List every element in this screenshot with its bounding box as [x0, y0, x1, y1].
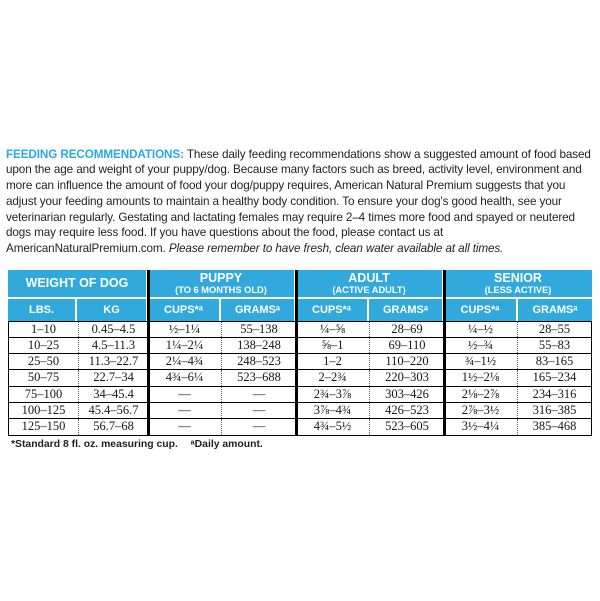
group-title: ADULT: [348, 271, 390, 285]
table-row: [9, 419, 591, 435]
table-cell: 22.7–34: [93, 370, 134, 385]
table-cell: 2⅞–3½: [444, 403, 518, 418]
group-header-puppy: [148, 270, 296, 321]
table-cell: 385–468: [532, 419, 577, 434]
table-cell: 2⅛–2⅞: [444, 387, 518, 402]
column-header-grams: GRAMSᵃ: [382, 304, 429, 316]
table-row: [9, 387, 591, 403]
column-header-cups: CUPS*ᵃ: [148, 299, 221, 321]
table-cell: —: [148, 419, 222, 435]
table-cell: 1½–2⅛: [444, 370, 518, 385]
subcolumn-headers: [444, 299, 592, 321]
table-cell: 50–75: [9, 370, 79, 385]
group-header-weight: [8, 270, 148, 321]
table-row: [9, 322, 591, 338]
group-title-block: [148, 270, 294, 299]
subcolumn-headers: [296, 299, 442, 321]
table-cell: 25–50: [9, 354, 79, 369]
table-cell: —: [148, 387, 222, 402]
table-row: [9, 370, 591, 386]
footnote-daily-amount: ᵃDaily amount.: [190, 439, 263, 450]
table-footnote: [11, 439, 263, 450]
table-header: [8, 270, 592, 321]
table-cell: 248–523: [237, 354, 281, 369]
table-cell: 56.7–68: [93, 419, 134, 434]
table-cell: 303–426: [385, 386, 429, 401]
group-divider-line: [443, 270, 446, 436]
table-cell: 4¾–6¼: [148, 370, 222, 385]
table-cell: 4¾–5½: [296, 419, 370, 435]
group-header-adult: [296, 270, 444, 321]
subcolumn-headers: [148, 299, 294, 321]
table-cell: 1–2: [296, 354, 370, 369]
column-header-grams: GRAMSᵃ: [234, 304, 281, 316]
column-header-cups: CUPS*ᵃ: [296, 299, 369, 321]
table-cell: 220–303: [385, 370, 429, 385]
table-cell: 523–605: [385, 419, 429, 434]
group-title-block: [296, 270, 442, 299]
intro-body: These daily feeding recommendations show a suggested amount of food based upon the age and weight of your puppy/dog. Because many factors such as breed, activity level, environment and more can influence the amount of food your dog/puppy requires, American Natural Premium suggests that you adjust your feeding amounts to maintain a healthy body condition. To ensure your dog's good health, see your veterinarian regularly. Gestating and lactating females may require 2–4 times more food and spayed or neutered dogs may require less food. If you have questions about the food, please contact us at AmericanNaturalPremium.com.: [6, 147, 591, 255]
table-cell: 138–248: [237, 338, 281, 353]
table-cell: 1¼–2¼: [148, 338, 222, 353]
column-header-cups: CUPS*ᵃ: [444, 299, 518, 321]
table-cell: 55–83: [538, 338, 571, 353]
feeding-table: [8, 270, 592, 436]
table-cell: 10–25: [9, 338, 79, 353]
table-cell: 125–150: [9, 419, 79, 435]
table-cell: 75–100: [9, 387, 79, 402]
group-title: PUPPY: [199, 271, 243, 285]
group-divider-line: [295, 270, 298, 436]
table-cell: 11.3–22.7: [88, 354, 139, 369]
table-cell: —: [148, 403, 222, 418]
group-title: WEIGHT OF DOG: [25, 276, 129, 290]
table-cell: 0.45–4.5: [91, 322, 136, 337]
table-cell: 55–138: [240, 322, 278, 337]
table-cell: ¾–1½: [444, 354, 518, 369]
table-cell: 34–45.4: [93, 386, 134, 401]
group-subtitle: (TO 6 MONTHS OLD): [175, 285, 267, 295]
intro-paragraph: [6, 147, 595, 257]
group-title: SENIOR: [494, 271, 542, 285]
footnote-measuring-cup: *Standard 8 fl. oz. measuring cup.: [11, 439, 178, 450]
table-row: [9, 338, 591, 354]
table-cell: 28–55: [538, 322, 571, 337]
table-cell: 69–110: [388, 338, 426, 353]
intro-lead: FEEDING RECOMMENDATIONS:: [6, 147, 184, 161]
table-cell: —: [252, 402, 266, 417]
table-cell: ⅝–1: [296, 338, 370, 353]
group-title-block: [8, 270, 146, 299]
table-cell: —: [252, 386, 266, 401]
group-subtitle: (ACTIVE ADULT): [332, 285, 406, 295]
table-cell: 3½–4¼: [444, 419, 518, 435]
table-row: [9, 403, 591, 419]
table-cell: 2¼–4¾: [148, 354, 222, 369]
table-cell: ½–1¼: [148, 322, 222, 337]
table-cell: 3⅞–4¾: [296, 403, 370, 418]
table-cell: 45.4–56.7: [88, 402, 139, 417]
group-subtitle: (LESS ACTIVE): [484, 285, 552, 295]
group-title-block: [444, 270, 592, 299]
group-divider-line: [147, 270, 150, 436]
group-header-senior: [444, 270, 592, 321]
table-body: [8, 321, 592, 436]
table-cell: ½–¾: [444, 338, 518, 353]
column-header-lbs: LBS.: [8, 299, 77, 321]
table-cell: 426–523: [385, 402, 429, 417]
table-cell: 83–165: [535, 354, 574, 369]
table-cell: 110–220: [385, 354, 429, 369]
table-cell: 523–688: [237, 370, 281, 385]
table-cell: 1–10: [9, 322, 79, 337]
column-header-kg: KG: [103, 304, 120, 316]
table-cell: 234–316: [532, 386, 577, 401]
table-cell: 165–234: [532, 370, 577, 385]
table-cell: ¼–½: [444, 322, 518, 337]
table-cell: 4.5–11.3: [91, 338, 136, 353]
table-cell: 2–2¾: [296, 370, 370, 385]
table-cell: 2¾–3⅞: [296, 387, 370, 402]
table-cell: 100–125: [9, 403, 79, 418]
table-cell: —: [252, 419, 266, 434]
table-cell: ¼–⅝: [296, 322, 370, 337]
table-cell: 28–69: [391, 322, 423, 337]
table-cell: 316–385: [532, 402, 577, 417]
subcolumn-headers: [8, 299, 146, 321]
table-row: [9, 354, 591, 370]
column-header-grams: GRAMSᵃ: [532, 304, 578, 316]
intro-italic-note: Please remember to have fresh, clean water available at all times.: [168, 241, 504, 255]
